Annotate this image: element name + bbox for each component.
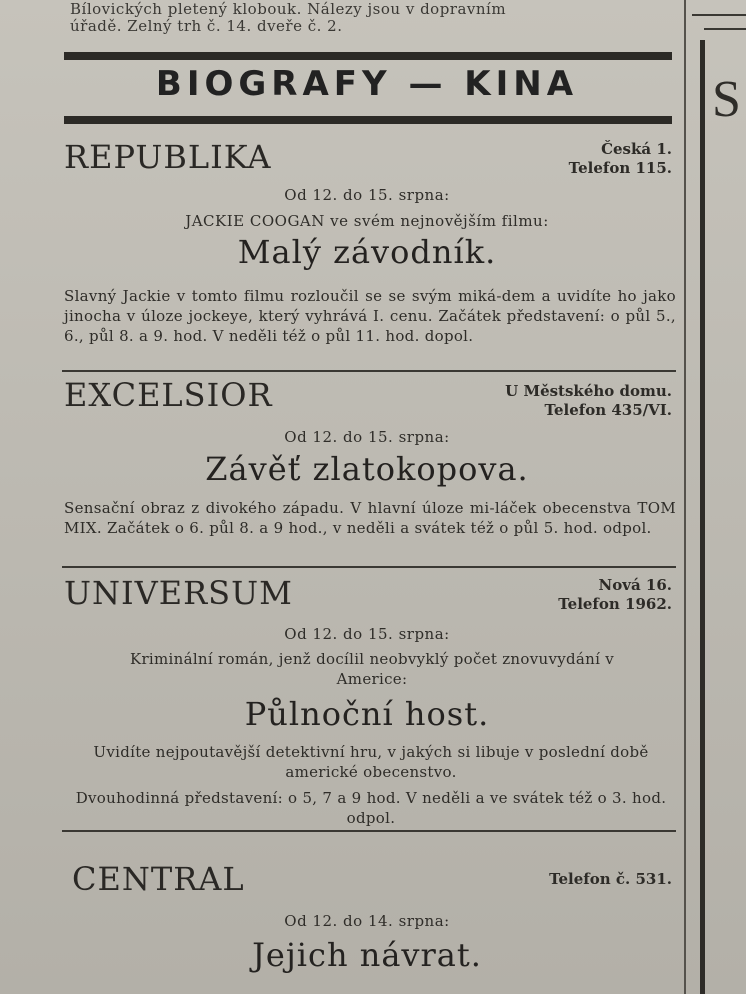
phone-line: Telefon 1962. <box>558 595 672 613</box>
cinema-address <box>549 870 672 889</box>
next-column-rule <box>704 28 746 30</box>
address-line: Nová 16. <box>598 576 672 594</box>
screening-dates: Od 12. do 15. srpna: <box>284 428 450 446</box>
screening-dates: Od 12. do 15. srpna: <box>284 186 450 204</box>
next-column-rule <box>692 0 746 16</box>
phone-line: Telefon č. 531. <box>549 870 672 888</box>
cinema-address <box>558 576 672 614</box>
film-description: Sensační obraz z divokého západu. V hlavní úloze mi-láček obecenstva TOM MIX. Začátek o 6. půl 8. a 9 hod., v neděli a svátek též o půl 5. hod. odpol. <box>64 499 676 537</box>
phone-line: Telefon 115. <box>568 159 672 177</box>
film-title: Půlnoční host. <box>244 695 490 733</box>
screening-times: Dvouhodinná představení: o 5, 7 a 9 hod. V neděli a ve svátek též o 3. hod. odpol. <box>75 789 667 827</box>
film-description: Slavný Jackie v tomto filmu rozloučil se se svým miká-dem a uvidíte ho jako jinocha v úloze jockeye, který vyhrává I. cenu. Začátek představení: o půl 5., 6., půl 8. a 9. hod. V neděli též o půl 11. hod. dopol. <box>64 287 676 345</box>
phone-line: Telefon 435/VI. <box>544 401 672 419</box>
cinema-name-republika: REPUBLIKA <box>64 138 272 176</box>
notice-line: úřadě. Zelný trh č. 14. dveře č. 2. <box>70 17 343 35</box>
section-banner: BIOGRAFY — KINA <box>155 64 579 104</box>
address-line: U Městského domu. <box>505 382 672 400</box>
film-title: Jejich návrat. <box>252 936 482 974</box>
section-separator <box>62 566 676 568</box>
column-divider <box>684 0 686 994</box>
banner-rule-bottom <box>64 116 672 124</box>
film-intro: JACKIE COOGAN ve svém nejnovějším filmu: <box>185 212 549 230</box>
cinema-address <box>569 140 672 178</box>
address-line: Česká 1. <box>601 140 672 158</box>
notice-line: Bílovických pletený klobouk. Nálezy jsou v dopravním <box>70 0 507 18</box>
screening-dates: Od 12. do 14. srpna: <box>284 912 450 930</box>
cinema-name-excelsior: EXCELSIOR <box>64 376 273 414</box>
cinema-address <box>505 382 672 420</box>
next-column-letter: S <box>712 71 741 128</box>
previous-notice <box>70 0 670 35</box>
film-description: Uvidíte nejpoutavější detektivní hru, v jakých si libuje v poslední době americké obecenstvo. <box>93 743 649 781</box>
column-divider-thick <box>700 40 705 994</box>
cinema-listings-column <box>62 0 680 994</box>
film-intro: Kriminální román, jenž docílil neobvyklý počet znovuvydání v Americe: <box>129 650 615 688</box>
screening-dates: Od 12. do 15. srpna: <box>284 625 450 643</box>
section-separator <box>62 370 676 372</box>
film-title: Závěť zlatokopova. <box>205 450 529 488</box>
section-separator <box>62 830 676 832</box>
banner-rule-top <box>64 52 672 60</box>
film-title: Malý závodník. <box>237 233 497 271</box>
cinema-name-central: CENTRAL <box>72 860 245 898</box>
cinema-name-universum: UNIVERSUM <box>64 574 293 612</box>
